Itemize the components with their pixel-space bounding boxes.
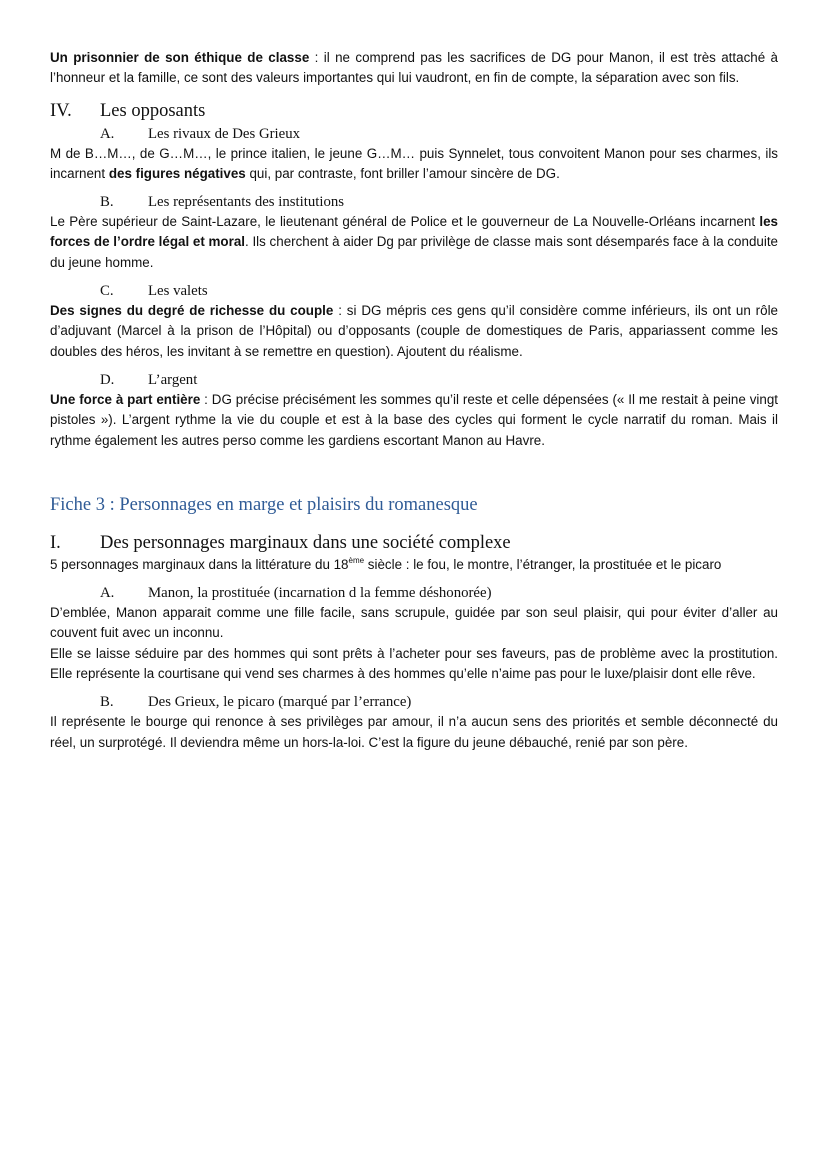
- subsection-iv-a-heading: [50, 124, 778, 144]
- paragraph-bold: Des signes du degré de richesse du couple: [50, 303, 334, 319]
- subsection-i-a-paragraph-2: Elle se laisse séduire par des hommes qui sont prêts à l’acheter pour ses faveurs, pas de problème avec la prostitution. Elle représente la courtisane qui vend ses charmes à des hommes qu’elle n’aime pas pour le luxe/plaisir dont elle rêve.: [50, 645, 778, 682]
- section-iv-number: IV.: [50, 100, 72, 121]
- section-i-heading: [50, 531, 778, 555]
- paragraph-text: qui, par contraste, font briller l’amour sincère de DG.: [245, 165, 560, 181]
- subsection-iv-c-paragraph: [50, 301, 778, 362]
- subsection-i-a-paragraph-1: D’emblée, Manon apparait comme une fille facile, sans scrupule, guidée par son seul plaisir, qui pour éviter d’aller au couvent fuit avec un inconnu.: [50, 605, 778, 641]
- intro-paragraph: [50, 48, 778, 89]
- paragraph-bold: les forces de l’ordre légal et moral: [50, 214, 778, 250]
- subsection-title: Manon, la prostituée (incarnation d la femme déshonorée): [148, 585, 492, 602]
- paragraph-text: Le Père supérieur de Saint-Lazare, le lieutenant général de Police et le gouverneur de La Nouvelle-Orléans incarnent: [50, 214, 760, 230]
- subsection-title: L’argent: [148, 371, 198, 388]
- fiche-3-title: Fiche 3 : Personnages en marge et plaisirs du romanesque: [50, 494, 478, 515]
- subsection-number: C.: [100, 283, 114, 300]
- subsection-i-b-heading: [50, 692, 778, 712]
- subsection-title: Les rivaux de Des Grieux: [148, 125, 301, 142]
- section-i-title: Des personnages marginaux dans une société complexe: [100, 532, 511, 553]
- paragraph-bold: Une force à part entière: [50, 391, 201, 407]
- subsection-iv-c-heading: [50, 281, 778, 301]
- subsection-iv-d-heading: [50, 370, 778, 390]
- intro-bold: Un prisonnier de son éthique de classe: [50, 50, 310, 65]
- subsection-number: D.: [100, 371, 115, 388]
- subsection-i-a-heading: [50, 583, 778, 603]
- paragraph-text: siècle : le fou, le montre, l’étranger, la prostituée et le picaro: [364, 556, 722, 572]
- subsection-iv-b-heading: [50, 192, 778, 212]
- subsection-number: B.: [100, 694, 114, 711]
- paragraph-text: 5 personnages marginaux dans la littérature du 18: [50, 556, 349, 572]
- subsection-i-b-paragraph: Il représente le bourge qui renonce à ses privilèges par amour, il n’a aucun sens des priorités et semble déconnecté du réel, un surprotégé. Il deviendra même un hors-la-loi. C’est la figure du jeune débauché, renié par son père.: [50, 714, 778, 750]
- subsection-iv-a-paragraph: [50, 144, 778, 185]
- subsection-iv-b-paragraph: [50, 212, 778, 273]
- section-i-number: I.: [50, 532, 61, 553]
- paragraph-bold: des figures négatives: [108, 165, 246, 181]
- section-i-intro: [50, 555, 778, 575]
- subsection-title: Des Grieux, le picaro (marqué par l’errance): [148, 694, 412, 711]
- subsection-title: Les représentants des institutions: [148, 194, 345, 211]
- intro-text: : il ne comprend pas les sacrifices de DG pour Manon, il est très attaché à l’honneur et la famille, ce sont des valeurs importantes qui lui vaudront, en fin de compte, la séparation avec son fils.: [50, 50, 778, 86]
- subsection-iv-d-paragraph: [50, 390, 778, 451]
- subsection-number: A.: [100, 585, 115, 602]
- paragraph-text: : si DG mépris ces gens qu’il considère comme inférieurs, ils ont un rôle d’adjuvant (Marcel à la prison de l’Hôpital) ou d’opposants (couple de domestiques de Paris, appariassent comme les doubles des héros, les invitant à se remettre en question). Ajoutent du réalisme.: [50, 303, 779, 359]
- section-iv-title: Les opposants: [100, 100, 206, 121]
- section-iv-heading: [50, 99, 778, 123]
- paragraph-text: : DG précise précisément les sommes qu’il reste et celle dépensées (« Il me restait à peine vingt pistoles »). L’argent rythme la vie du couple et est à la base des cycles qui forment le cycle narratif du roman. Mais il rythme également les autres perso comme les gardiens escortant Manon au Havre.: [50, 391, 778, 448]
- subsection-number: B.: [100, 194, 114, 211]
- superscript: ème: [348, 555, 365, 565]
- paragraph-text: . Ils cherchent à aider Dg par privilège de classe mais sont désemparés face à la conduite du jeune homme.: [50, 234, 778, 270]
- subsection-title: Les valets: [148, 283, 208, 300]
- paragraph-text: M de B…M…, de G…M…, le prince italien, le jeune G…M… puis Synnelet, tous convoitent Manon pour ses charmes, ils incarnent: [50, 145, 778, 181]
- subsection-number: A.: [100, 125, 115, 142]
